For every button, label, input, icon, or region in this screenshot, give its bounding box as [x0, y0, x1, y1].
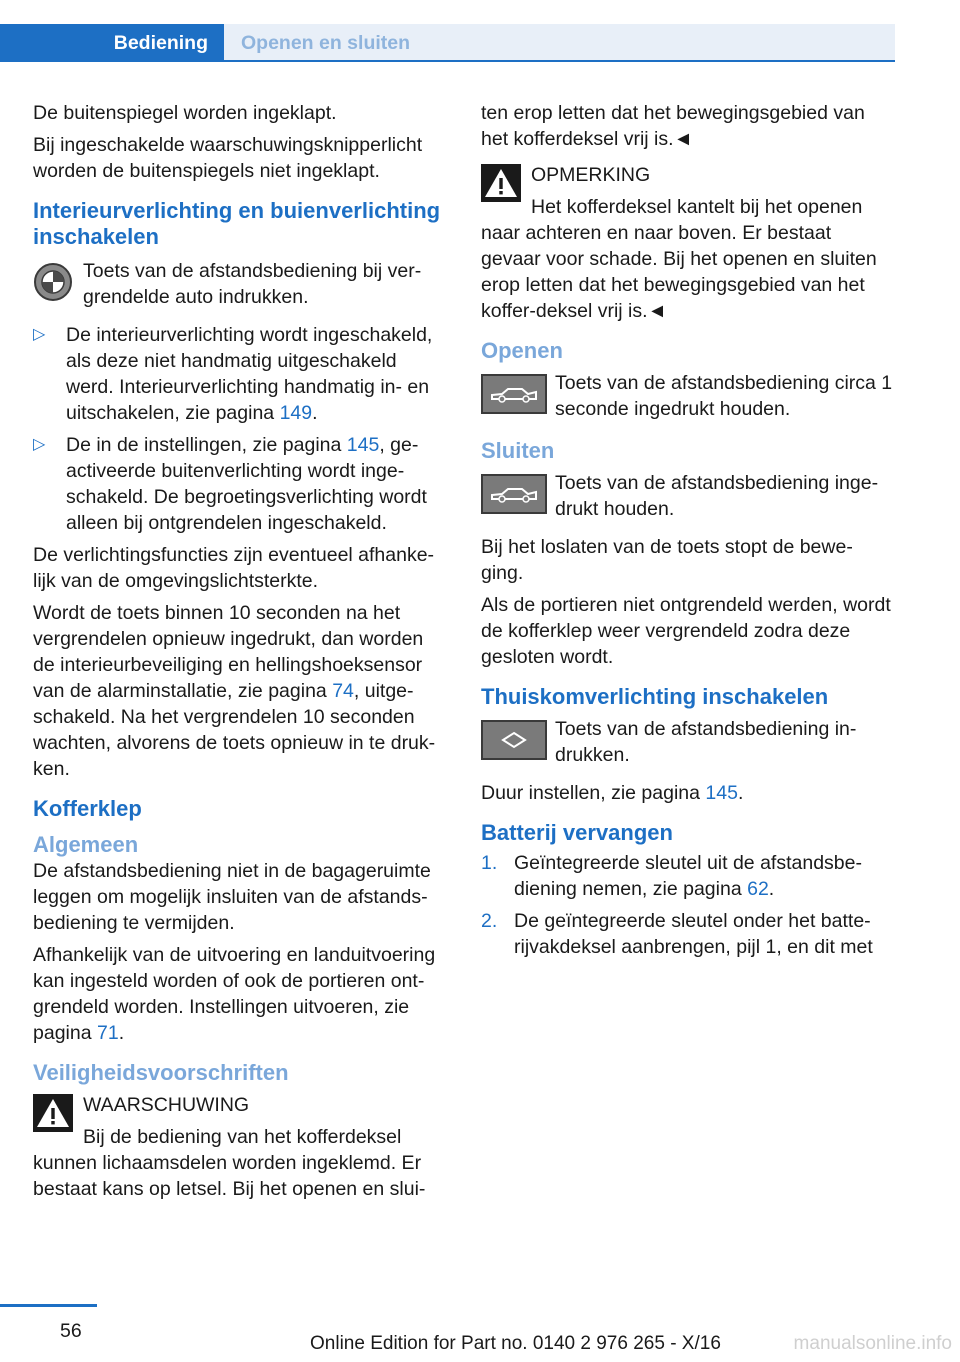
list-item: [33, 322, 447, 426]
remote-button: [481, 474, 547, 514]
subsection-heading: Veiligheidsvoorschriften: [33, 1060, 289, 1085]
paragraph-text: , uitge-schakeld. Na het vergrendelen 10 seconden wachten, alvorens de toets opnieuw in te druk-ken.: [33, 680, 436, 780]
header-underline: [224, 60, 895, 62]
paragraph-text: .: [118, 1022, 125, 1044]
paragraph-text: Afhankelijk van de uitvoering en landuitvoering kan ingesteld worden of ook de portieren ont-grendeld worden. Instellingen uitvoeren, zie pagina: [33, 944, 436, 1044]
bmw-key-icon: [33, 262, 73, 309]
icon-description: Toets van de afstandsbediening in-drukken.: [555, 718, 857, 766]
left-column: [33, 100, 447, 1212]
trunk-close-key-icon: [481, 474, 547, 514]
triangle-right-icon: ▷: [33, 436, 46, 453]
note-body: Het kofferdeksel kantelt bij het openen naar achteren en naar boven. Er bestaat gevaar voor schade. Bij het openen en sluiten erop letten dat het bewegingsgebied van het koffer-deksel vrij is.◄: [481, 196, 877, 322]
section-heading: Thuiskomverlichting inschakelen: [481, 684, 829, 709]
list-item-text: De geïntegreerde sleutel onder het batte-rijvakdeksel aanbrengen, pijl 1, en dit met: [514, 910, 873, 958]
list-number: 2.: [481, 910, 498, 932]
list-item: [33, 432, 447, 536]
tab-openen-en-sluiten[interactable]: [224, 24, 895, 62]
page-number: 56: [60, 1320, 82, 1342]
trunk-open-key-icon: [481, 374, 547, 414]
remote-button: [481, 720, 547, 760]
right-column: [481, 100, 895, 966]
ordered-list-item: [481, 850, 895, 902]
note-title: OPMERKING: [531, 164, 651, 186]
list-number: 1.: [481, 852, 498, 874]
paragraph: Bij het loslaten van de toets stopt de bewe-ging.: [481, 536, 853, 584]
warning-block: [33, 1092, 447, 1202]
home-light-key-block: [481, 716, 895, 770]
note-block: [481, 162, 895, 324]
paragraph: [33, 600, 447, 782]
warning-triangle-icon: [33, 1094, 73, 1139]
paragraph: Bij ingeschakelde waarschuwingsknipperlicht worden de buitenspiegels niet ingeklapt.: [33, 134, 423, 182]
list-item-text: .: [312, 402, 318, 424]
page-header: [0, 0, 960, 64]
paragraph: De buitenspiegel worden ingeklapt.: [33, 102, 337, 124]
list-item-text: Geïntegreerde sleutel uit de afstandsbe-diening nemen, zie pagina: [514, 852, 862, 900]
warning-body: Bij de bediening van het kofferdeksel kunnen lichaamsdelen worden ingeklemd. Er bestaat kans op letsel. Bij het openen en slui-: [33, 1126, 426, 1200]
ordered-list-item: [481, 908, 895, 960]
section-heading: Interieurverlichting en buienverlichting inschakelen: [33, 198, 441, 249]
section-heading: Batterij vervangen: [481, 820, 673, 845]
list-item-text: .: [768, 878, 775, 900]
warning-triangle-icon: [481, 164, 521, 209]
subsection-heading: Sluiten: [481, 438, 555, 463]
diamond-key-icon: [481, 720, 547, 760]
tab-bediening-label: Bediening: [113, 32, 208, 54]
list-item-text: De interieurverlichting wordt ingeschakeld, als deze niet handmatig uitgeschakeld werd. Interieurverlichting handmatig in- en uitschakelen, zie pagina: [66, 324, 433, 424]
paragraph: De verlichtingsfuncties zijn eventueel afhanke-lijk van de omgevingslichtsterkte.: [33, 544, 435, 592]
edition-text: Online Edition for Part no. 0140 2 976 265 - X/16: [310, 1333, 721, 1354]
triangle-right-icon: ▷: [33, 326, 46, 343]
paragraph: [481, 780, 895, 806]
page-link[interactable]: 74: [332, 680, 354, 702]
footer-line: [0, 1304, 97, 1307]
page-link[interactable]: 145: [705, 782, 738, 804]
remote-key-block: [33, 258, 447, 312]
icon-description: Toets van de afstandsbediening inge-drukt houden.: [555, 472, 879, 520]
icon-description: Toets van de afstandsbediening bij ver-grendelde auto indrukken.: [83, 260, 422, 308]
subsection-heading: Openen: [481, 338, 563, 363]
paragraph: ten erop letten dat het bewegingsgebied van het kofferdeksel vrij is.◄: [481, 102, 865, 150]
tab-openen-label: Openen en sluiten: [241, 32, 411, 54]
warning-title: WAARSCHUWING: [83, 1094, 250, 1116]
paragraph-text: .: [737, 782, 744, 804]
page-link[interactable]: 62: [747, 878, 769, 900]
page-link[interactable]: 71: [96, 1022, 119, 1044]
paragraph: [33, 942, 447, 1046]
page-link[interactable]: 149: [279, 402, 313, 424]
icon-description: Toets van de afstandsbediening circa 1 seconde ingedrukt houden.: [555, 372, 893, 420]
remote-button: [481, 374, 547, 414]
close-key-block: [481, 470, 895, 524]
paragraph: Als de portieren niet ontgrendeld werden, wordt de kofferklep weer vergrendeld zodra deze gesloten wordt.: [481, 594, 891, 668]
page-link[interactable]: 145: [346, 434, 380, 456]
open-key-block: [481, 370, 895, 424]
paragraph-text: Duur instellen, zie pagina: [481, 782, 706, 804]
list-item-text: De in de instellingen, zie pagina: [66, 434, 347, 456]
list-item-text: , ge-activeerde buitenverlichting wordt inge-schakeld. De begroetingsverlichting wordt alleen bij ontgrendelen ingeschakeld.: [66, 434, 427, 534]
paragraph-text: Wordt de toets binnen 10 seconden na het vergrendelen opnieuw ingedrukt, dan worden de interieurbeveiliging en hellingshoeksensor van de alarminstallatie, zie pagina: [33, 602, 424, 702]
paragraph: De afstandsbediening niet in de bagageruimte leggen om mogelijk insluiten van de afstands-bediening te vermijden.: [33, 860, 431, 934]
tab-bediening[interactable]: [0, 24, 224, 62]
watermark: manualsonline.info: [793, 1333, 952, 1354]
section-heading: Kofferklep: [33, 796, 142, 821]
subsection-heading: Algemeen: [33, 832, 139, 857]
